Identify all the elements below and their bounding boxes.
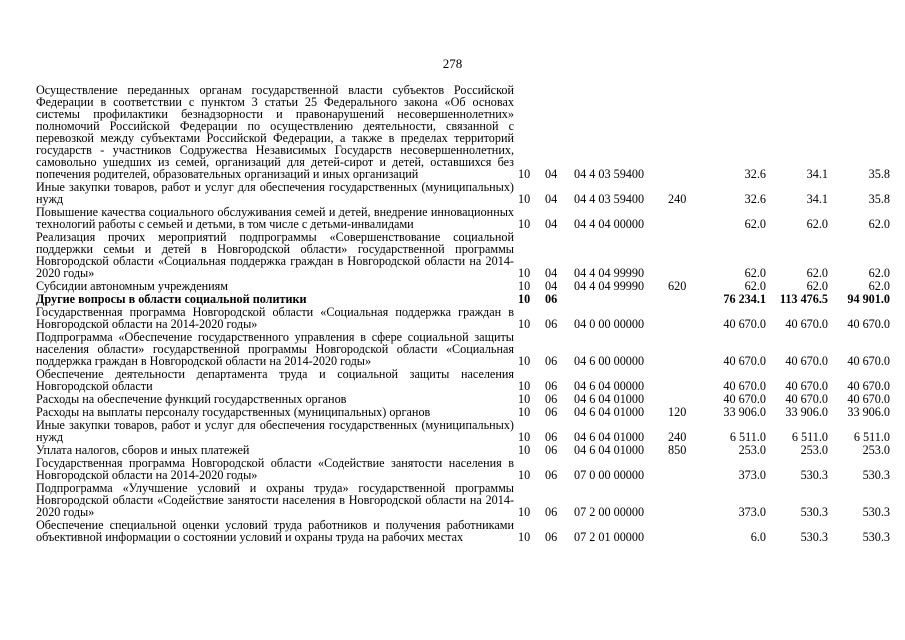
row-razdel: 10 — [518, 468, 531, 482]
row-amount-2: 62.0 — [806, 279, 828, 293]
row-amount-2: 62.0 — [806, 266, 828, 280]
row-podrazdel: 04 — [545, 192, 558, 206]
row-amount-1: 40 670.0 — [723, 379, 766, 393]
row-vr — [668, 518, 704, 543]
row-csr: 04 6 00 00000 — [574, 354, 645, 368]
row-csr: 04 4 04 00000 — [574, 217, 645, 231]
table-row — [36, 330, 890, 367]
row-amount-3: 62.0 — [868, 217, 890, 231]
row-razdel: 10 — [518, 217, 531, 231]
row-vr — [668, 367, 704, 392]
row-razdel: 10 — [518, 430, 531, 444]
row-vr — [668, 330, 704, 367]
table-row — [36, 279, 890, 292]
table-body — [36, 84, 890, 543]
table-row — [36, 367, 890, 392]
row-amount-2: 40 670.0 — [785, 317, 828, 331]
row-csr: 04 4 03 59400 — [574, 167, 645, 181]
row-amount-3: 62.0 — [868, 279, 890, 293]
row-amount-1: 33 906.0 — [723, 405, 766, 419]
row-amount-1: 62.0 — [744, 266, 766, 280]
table-row — [36, 392, 890, 405]
row-amount-2: 530.3 — [800, 530, 828, 544]
row-amount-3: 40 670.0 — [847, 317, 890, 331]
row-name: Субсидии автономным учреждениям — [36, 279, 228, 293]
row-amount-2: 33 906.0 — [785, 405, 828, 419]
row-csr: 04 6 04 01000 — [574, 392, 645, 406]
row-csr: 04 4 04 99990 — [574, 266, 645, 280]
row-amount-1: 373.0 — [738, 505, 766, 519]
table-row — [36, 180, 890, 205]
row-amount-1: 6 511.0 — [729, 430, 766, 444]
row-razdel: 10 — [518, 279, 531, 293]
row-razdel: 10 — [518, 530, 531, 544]
row-vr — [668, 205, 704, 230]
row-vr — [668, 84, 704, 180]
table-row — [36, 405, 890, 418]
row-amount-1: 62.0 — [744, 217, 766, 231]
table-row — [36, 292, 890, 305]
table-row — [36, 443, 890, 456]
row-amount-2: 62.0 — [806, 217, 828, 231]
row-name: Обеспечение деятельности департамента труда и социальной защиты населения Новгородской области — [36, 367, 514, 393]
row-amount-2: 34.1 — [806, 192, 828, 206]
row-name: Уплата налогов, сборов и иных платежей — [36, 443, 250, 457]
row-amount-3: 40 670.0 — [847, 392, 890, 406]
row-razdel: 10 — [518, 292, 531, 306]
row-name: Государственная программа Новгородской области «Содействие занятости населения в Новгородской области на 2014-2020 годы» — [36, 456, 514, 482]
row-amount-2: 6 511.0 — [791, 430, 828, 444]
table-row — [36, 230, 890, 279]
row-vr: 620 — [668, 279, 687, 293]
row-razdel: 10 — [518, 266, 531, 280]
row-podrazdel: 04 — [545, 279, 558, 293]
row-amount-2: 40 670.0 — [785, 354, 828, 368]
row-amount-3: 40 670.0 — [847, 379, 890, 393]
row-amount-1: 40 670.0 — [723, 354, 766, 368]
row-vr — [668, 481, 704, 518]
row-podrazdel: 06 — [545, 505, 558, 519]
row-amount-3: 35.8 — [868, 167, 890, 181]
row-amount-2: 40 670.0 — [785, 392, 828, 406]
row-razdel: 10 — [518, 443, 531, 457]
row-csr: 04 4 04 99990 — [574, 279, 645, 293]
row-amount-2: 40 670.0 — [785, 379, 828, 393]
table-row — [36, 305, 890, 330]
row-amount-3: 530.3 — [862, 468, 890, 482]
row-csr: 04 6 04 01000 — [574, 405, 645, 419]
row-name: Иные закупки товаров, работ и услуг для обеспечения государственных (муниципальных) нужд — [36, 418, 514, 444]
row-csr — [574, 292, 668, 305]
row-csr: 04 6 04 00000 — [574, 379, 645, 393]
row-amount-2: 253.0 — [800, 443, 828, 457]
row-name: Повышение качества социального обслуживания семей и детей, внедрение инновационных технологий работы с семьей и детьми, в том числе с детьми-инвалидами — [36, 205, 514, 231]
row-amount-1: 76 234.1 — [723, 292, 766, 306]
row-csr: 04 0 00 00000 — [574, 317, 645, 331]
row-amount-3: 253.0 — [862, 443, 890, 457]
row-amount-1: 373.0 — [738, 468, 766, 482]
row-razdel: 10 — [518, 505, 531, 519]
row-csr: 07 2 00 00000 — [574, 505, 645, 519]
row-podrazdel: 04 — [545, 217, 558, 231]
row-name: Реализация прочих мероприятий подпрограммы «Совершенствование социальной поддержки семьи и детей в Новгородской области» государственной программы Новгородской области «Социальная поддержка граждан в Новгородской области на 2014-2020 годы» — [36, 230, 514, 280]
row-podrazdel: 06 — [545, 354, 558, 368]
row-vr: 240 — [668, 430, 687, 444]
row-amount-3: 35.8 — [868, 192, 890, 206]
row-amount-3: 94 901.0 — [847, 292, 890, 306]
row-name: Расходы на обеспечение функций государственных органов — [36, 392, 347, 406]
row-csr: 04 6 04 01000 — [574, 430, 645, 444]
row-razdel: 10 — [518, 167, 531, 181]
row-podrazdel: 06 — [545, 443, 558, 457]
row-amount-1: 6.0 — [750, 530, 766, 544]
row-vr — [668, 230, 704, 279]
row-podrazdel: 06 — [545, 530, 558, 544]
row-amount-2: 34.1 — [806, 167, 828, 181]
row-vr: 240 — [668, 192, 687, 206]
row-amount-1: 32.6 — [744, 192, 766, 206]
row-amount-2: 530.3 — [800, 468, 828, 482]
row-amount-3: 530.3 — [862, 505, 890, 519]
row-vr — [668, 292, 704, 305]
row-name: Другие вопросы в области социальной политики — [36, 292, 307, 306]
table-row — [36, 518, 890, 543]
row-amount-3: 6 511.0 — [853, 430, 890, 444]
row-podrazdel: 06 — [545, 292, 558, 306]
row-amount-1: 40 670.0 — [723, 392, 766, 406]
row-razdel: 10 — [518, 405, 531, 419]
row-podrazdel: 04 — [545, 167, 558, 181]
row-razdel: 10 — [518, 379, 531, 393]
row-name: Обеспечение специальной оценки условий труда работников и получения работниками объективной информации о состоянии условий и охраны труда на рабочих местах — [36, 518, 514, 544]
row-vr — [668, 305, 704, 330]
row-name: Иные закупки товаров, работ и услуг для обеспечения государственных (муниципальных) нужд — [36, 180, 514, 206]
row-podrazdel: 06 — [545, 430, 558, 444]
row-name: Осуществление переданных органам государственной власти субъектов Российской Федерации в соответствии с пунктом 3 статьи 25 Федерального закона «Об основах системы профилактики безнадзорности и правонарушений несовершеннолетних» полномочий Российской Федерации по осуществлению деятельности, связанной с перевозкой между субъектами Российской Федерации, а также в пределах территорий государств - участников Содружества Независимых Государств несовершеннолетних, самовольно ушедших из семей, организаций для детей-сирот и детей, оставшихся без попечения родителей, образовательных организаций и иных организаций — [36, 83, 514, 181]
row-name: Государственная программа Новгородской области «Социальная поддержка граждан в Новгородской области на 2014-2020 годы» — [36, 305, 514, 331]
row-vr — [668, 456, 704, 481]
page-number: 278 — [442, 56, 463, 71]
row-name: Подпрограмма «Улучшение условий и охраны труда» государственной программы Новгородской области «Содействие занятости населения в Новгородской области на 2014-2020 годы» — [36, 481, 514, 519]
table-row — [36, 418, 890, 443]
row-amount-3: 40 670.0 — [847, 354, 890, 368]
row-amount-2: 530.3 — [800, 505, 828, 519]
row-amount-3: 33 906.0 — [847, 405, 890, 419]
row-vr: 120 — [668, 405, 687, 419]
row-razdel: 10 — [518, 392, 531, 406]
row-razdel: 10 — [518, 192, 531, 206]
row-csr: 07 2 01 00000 — [574, 530, 645, 544]
table-row — [36, 84, 890, 180]
row-podrazdel: 06 — [545, 468, 558, 482]
row-csr: 04 4 03 59400 — [574, 192, 645, 206]
row-podrazdel: 06 — [545, 392, 558, 406]
row-amount-1: 253.0 — [738, 443, 766, 457]
row-podrazdel: 04 — [545, 266, 558, 280]
row-name: Расходы на выплаты персоналу государственных (муниципальных) органов — [36, 405, 431, 419]
row-amount-3: 62.0 — [868, 266, 890, 280]
row-vr: 850 — [668, 443, 687, 457]
row-podrazdel: 06 — [545, 317, 558, 331]
row-csr: 04 6 04 01000 — [574, 443, 645, 457]
row-name: Подпрограмма «Обеспечение государственного управления в сфере социальной защиты населения области» государственной программы Новгородской области «Социальная поддержка граждан в Новгородской области на 2014-2020 годы» — [36, 330, 514, 368]
row-amount-2: 113 476.5 — [779, 292, 828, 306]
row-razdel: 10 — [518, 317, 531, 331]
row-csr: 07 0 00 00000 — [574, 468, 645, 482]
row-podrazdel: 06 — [545, 379, 558, 393]
budget-table — [36, 84, 890, 543]
row-razdel: 10 — [518, 354, 531, 368]
row-amount-1: 40 670.0 — [723, 317, 766, 331]
table-row — [36, 456, 890, 481]
row-amount-1: 32.6 — [744, 167, 766, 181]
row-podrazdel: 06 — [545, 405, 558, 419]
table-row — [36, 481, 890, 518]
row-vr — [668, 392, 704, 405]
table-row — [36, 205, 890, 230]
row-amount-3: 530.3 — [862, 530, 890, 544]
row-amount-1: 62.0 — [744, 279, 766, 293]
